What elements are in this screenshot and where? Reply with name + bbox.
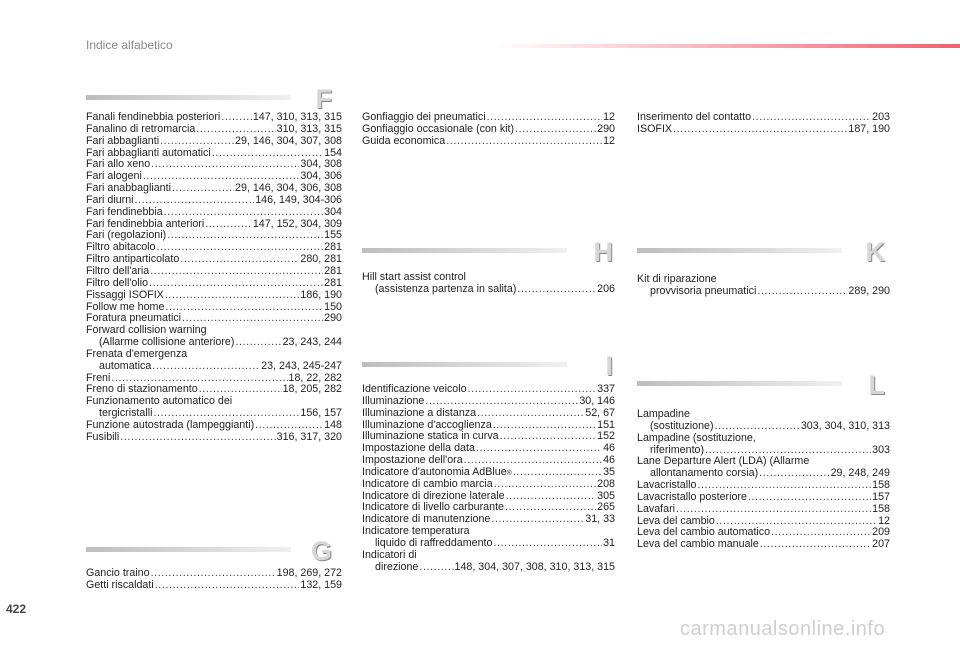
index-entry <box>362 479 615 491</box>
entry-term: Lavacristallo <box>637 479 697 492</box>
section-header-f <box>86 84 334 114</box>
entry-pages: 316, 317, 320 <box>276 430 342 443</box>
entry-pages: 148 <box>324 418 342 431</box>
entry-term: Fari diurni <box>86 193 134 206</box>
index-entry <box>86 195 342 207</box>
index-list-k <box>637 274 890 298</box>
dot-leader <box>477 408 584 420</box>
dot-leader <box>149 278 323 290</box>
section-header-k <box>637 237 887 267</box>
section-divider <box>86 95 291 100</box>
entry-term: Indicatore di manutenzione <box>362 513 491 526</box>
index-entry <box>86 278 342 290</box>
index-entry-heading: Kit di riparazione <box>637 273 717 285</box>
entry-term: ISOFIX <box>637 122 673 135</box>
entry-pages: 151 <box>597 418 615 431</box>
dot-leader <box>235 337 281 349</box>
entry-pages: 23, 243, 245-247 <box>261 359 342 372</box>
index-list-l <box>637 409 890 551</box>
entry-pages: 46 <box>603 442 615 455</box>
dot-leader <box>157 242 324 254</box>
section-divider <box>362 248 567 253</box>
entry-term: Filtro dell'aria <box>86 264 150 277</box>
entry-pages: 31 <box>603 536 615 549</box>
section-divider <box>86 547 291 552</box>
dot-leader <box>425 396 578 408</box>
entry-term: Illuminazione d'accoglienza <box>362 418 492 431</box>
header-accent-bar <box>490 44 960 48</box>
entry-term: riferimento) <box>650 443 705 456</box>
entry-pages: 46 <box>603 454 615 467</box>
section-divider <box>362 362 567 367</box>
section-letter: F <box>315 84 332 114</box>
entry-pages: 203 <box>872 111 890 123</box>
entry-pages: 30, 146 <box>579 394 615 407</box>
dot-leader <box>221 112 252 124</box>
dot-leader <box>748 492 871 504</box>
entry-pages: 29, 248, 249 <box>830 467 890 480</box>
entry-pages: 12 <box>878 514 890 527</box>
entry-pages: 132, 159 <box>300 578 342 591</box>
header-title: Indice alfabetico <box>86 38 173 52</box>
entry-pages: 303 <box>872 443 890 456</box>
entry-term: Leva del cambio automatico <box>637 526 771 539</box>
dot-leader <box>515 124 596 136</box>
entry-term: Fari (regolazioni) <box>86 229 167 242</box>
entry-term: (assistenza partenza in salita) <box>375 282 517 295</box>
index-list-g-cont <box>362 112 615 148</box>
entry-pages: 310, 313, 315 <box>276 122 342 135</box>
section-letter: K <box>865 237 885 267</box>
entry-pages: 12 <box>603 134 615 147</box>
entry-term: Fari allo xeno <box>86 158 151 171</box>
index-entry <box>86 136 342 148</box>
dot-leader <box>152 361 260 373</box>
section-letter: G <box>310 536 332 566</box>
dot-leader <box>165 302 323 314</box>
entry-term: Indicatore di direzione laterale <box>362 489 505 502</box>
entry-pages: 29, 146, 304, 307, 308 <box>235 134 342 147</box>
entry-pages: 303, 304, 310, 313 <box>800 419 890 432</box>
entry-term: Guida economica <box>362 134 446 147</box>
entry-term: Impostazione dell'ora <box>362 454 463 467</box>
entry-term: Leva del cambio <box>637 514 715 527</box>
index-entry-heading: Indicatori di <box>362 548 417 561</box>
index-entry <box>637 421 890 433</box>
dot-leader <box>160 136 234 148</box>
entry-term: Fanali fendinebbia posteriori <box>86 111 221 123</box>
entry-term: Filtro dell'olio <box>86 276 149 289</box>
entry-term: Fari fendinebbia <box>86 205 163 218</box>
index-entry-heading: Lane Departure Alert (LDA) (Allarme <box>637 455 810 468</box>
entry-term: Filtro antiparticolato <box>86 253 180 266</box>
entry-term: Fari fendinebbia anteriori <box>86 217 205 230</box>
entry-pages: 187, 190 <box>848 122 890 135</box>
entry-term: Identificazione veicolo <box>362 383 467 395</box>
entry-term: Freno di stazionamento <box>86 383 198 396</box>
entry-pages: 29, 146, 304, 306, 308 <box>235 182 342 195</box>
entry-term: Illuminazione a distanza <box>362 406 477 419</box>
dot-leader <box>255 420 323 432</box>
entry-term: Fari anabbaglianti <box>86 182 171 195</box>
index-entry <box>362 408 615 420</box>
entry-term: Indicatore d'autonomia AdBlue <box>362 465 507 478</box>
dot-leader <box>715 421 800 433</box>
section-header-h <box>362 237 615 267</box>
dot-leader <box>760 539 871 551</box>
index-entry <box>86 290 342 302</box>
entry-term: Impostazione della data <box>362 442 475 455</box>
dot-leader <box>491 514 584 526</box>
dot-leader <box>493 538 602 550</box>
index-entry-heading: Lampadine (sostituzione, <box>637 431 756 444</box>
entry-term: Fari abbaglianti automatici <box>86 146 211 159</box>
entry-pages: 150 <box>324 300 342 313</box>
dot-leader <box>120 432 275 444</box>
entry-pages: 208 <box>597 477 615 490</box>
entry-term: Lavafari <box>637 502 676 515</box>
entry-term: Fari abbaglianti <box>86 134 160 147</box>
dot-leader <box>180 254 299 266</box>
dot-leader <box>196 124 275 136</box>
entry-pages: 206 <box>597 282 615 295</box>
index-entry <box>637 492 890 504</box>
dot-leader <box>151 159 299 171</box>
entry-pages: 305 <box>597 489 615 502</box>
entry-pages: 148, 304, 307, 308, 310, 313, 315 <box>454 560 615 573</box>
entry-term: Illuminazione statica in curva <box>362 430 499 443</box>
entry-term: (sostituzione) <box>650 419 714 432</box>
entry-pages: 155 <box>324 229 342 242</box>
entry-term: direzione <box>375 560 419 573</box>
entry-term: Foratura pneumatici <box>86 312 182 325</box>
entry-term: provvisoria pneumatici <box>650 284 757 297</box>
index-entry-heading: Hill start assist control <box>362 271 466 283</box>
index-entry <box>362 396 615 408</box>
entry-pages: 18, 205, 282 <box>282 383 342 396</box>
dot-leader <box>676 504 871 516</box>
entry-term: liquido di raffreddamento <box>375 536 493 549</box>
index-entry-heading: Frenata d'emergenza <box>86 347 188 360</box>
entry-pages: 147, 152, 304, 309 <box>252 217 342 230</box>
dot-leader <box>493 420 596 432</box>
entry-pages: 209 <box>872 526 890 539</box>
index-entry <box>362 124 615 136</box>
dot-leader <box>759 468 829 480</box>
entry-term: Getti riscaldati <box>86 578 154 591</box>
dot-leader <box>468 384 597 396</box>
index-entry <box>362 136 615 148</box>
index-entry-heading: Funzionamento automatico dei <box>86 395 233 408</box>
index-entry <box>637 539 890 551</box>
entry-pages: 158 <box>872 479 890 492</box>
entry-term: (Allarme collisione anteriore) <box>99 336 235 349</box>
dot-leader <box>150 266 323 278</box>
dot-leader <box>155 580 300 592</box>
section-letter: I <box>605 351 613 381</box>
entry-pages: 23, 243, 244 <box>282 336 342 349</box>
section-header-g <box>86 536 334 566</box>
entry-pages: 52, 67 <box>585 406 615 419</box>
section-letter: L <box>868 370 885 400</box>
dot-leader <box>446 136 602 148</box>
entry-pages: 186, 190 <box>300 288 342 301</box>
dot-leader <box>771 527 871 539</box>
entry-term: Freni <box>86 371 111 384</box>
index-entry-heading: Forward collision warning <box>86 324 207 337</box>
dot-leader <box>419 562 453 574</box>
index-list-f <box>86 112 342 444</box>
watermark: carmanualsonline.info <box>680 618 886 640</box>
dot-leader <box>494 479 596 491</box>
entry-term: Leva del cambio manuale <box>637 538 759 551</box>
entry-term: Fanalino di retromarcia <box>86 122 196 135</box>
index-entry <box>86 124 342 136</box>
entry-pages: 304 <box>324 205 342 218</box>
entry-pages: 207 <box>872 538 890 551</box>
entry-term: Lavacristallo posteriore <box>637 490 747 503</box>
index-entry <box>86 207 342 219</box>
dot-leader <box>757 286 847 298</box>
dot-leader <box>135 195 255 207</box>
entry-pages: 154 <box>324 146 342 159</box>
entry-pages: 12 <box>603 111 615 123</box>
entry-pages: 198, 269, 272 <box>276 567 342 579</box>
entry-pages: 281 <box>324 241 342 254</box>
entry-term: Filtro abitacolo <box>86 241 156 254</box>
index-entry <box>86 580 342 592</box>
index-entry <box>637 286 890 298</box>
dot-leader <box>673 124 847 136</box>
dot-leader <box>172 183 234 195</box>
dot-leader <box>505 502 596 514</box>
index-list-h <box>362 272 615 296</box>
entry-pages: 281 <box>324 276 342 289</box>
index-entry <box>637 124 890 136</box>
entry-term: allontanamento corsia) <box>650 467 759 480</box>
entry-pages: 290 <box>324 312 342 325</box>
dot-leader <box>506 491 597 503</box>
index-list-i-cont <box>637 112 890 136</box>
dot-leader <box>517 284 596 296</box>
index-entry-heading: Indicatore temperatura <box>362 525 470 538</box>
entry-term: Fari alogeni <box>86 170 142 183</box>
entry-pages: 18, 22, 282 <box>288 371 342 384</box>
entry-pages: 304, 308 <box>300 158 342 171</box>
entry-term: Fissaggi ISOFIX <box>86 288 164 301</box>
section-header-l <box>637 370 887 400</box>
index-entry <box>362 562 615 574</box>
dot-leader <box>205 219 252 231</box>
entry-pages: 265 <box>597 501 615 514</box>
entry-pages: 290 <box>597 122 615 135</box>
entry-term: Indicatore di cambio marcia <box>362 477 493 490</box>
dot-leader <box>500 431 597 443</box>
entry-pages: 337 <box>597 383 615 395</box>
entry-pages: 304, 306 <box>300 170 342 183</box>
index-entry-heading: Lampadine <box>637 408 690 420</box>
entry-pages: 35 <box>603 465 615 478</box>
entry-term: Gonfiaggio occasionale (con kit) <box>362 122 515 135</box>
section-divider <box>637 248 842 253</box>
dot-leader <box>151 568 276 580</box>
entry-term: Funzione autostrada (lampeggianti) <box>86 418 255 431</box>
index-entry <box>637 504 890 516</box>
dot-leader <box>513 467 602 479</box>
index-entry: Indicatore d'autonomia AdBlue ® ..... 35 <box>362 467 615 479</box>
index-list-i <box>362 384 615 574</box>
entry-term: Gancio traino <box>86 567 150 579</box>
entry-term: Illuminazione <box>362 394 425 407</box>
dot-leader <box>165 290 300 302</box>
dot-leader <box>476 443 602 455</box>
entry-term: Follow me home <box>86 300 165 313</box>
dot-leader <box>167 230 323 242</box>
index-entry <box>86 420 342 432</box>
entry-pages: 281 <box>324 264 342 277</box>
entry-term: automatica <box>99 359 152 372</box>
index-entry <box>86 361 342 373</box>
index-list-g <box>86 568 342 592</box>
dot-leader <box>164 207 324 219</box>
entry-pages: 156, 157 <box>300 407 342 420</box>
entry-term: Gonfiaggio dei pneumatici <box>362 111 486 123</box>
entry-term: Inserimento del contatto <box>637 111 752 123</box>
section-letter: H <box>593 237 613 267</box>
index-entry <box>86 432 342 444</box>
section-divider <box>637 381 842 386</box>
entry-term: tergicristalli <box>99 407 153 420</box>
entry-pages: 152 <box>597 430 615 443</box>
page-number: 422 <box>6 602 27 616</box>
entry-term: Indicatore di livello carburante <box>362 501 504 514</box>
entry-pages: 280, 281 <box>300 253 342 266</box>
entry-pages: 157 <box>872 490 890 503</box>
entry-pages: 146, 149, 304-306 <box>255 193 342 206</box>
entry-term: Fusibili <box>86 430 120 443</box>
entry-pages: 31, 33 <box>585 513 615 526</box>
section-header-i <box>362 351 615 381</box>
entry-pages: 158 <box>872 502 890 515</box>
entry-pages: 289, 290 <box>848 284 890 297</box>
entry-pages: 147, 310, 313, 315 <box>252 111 342 123</box>
index-entry <box>362 284 615 296</box>
